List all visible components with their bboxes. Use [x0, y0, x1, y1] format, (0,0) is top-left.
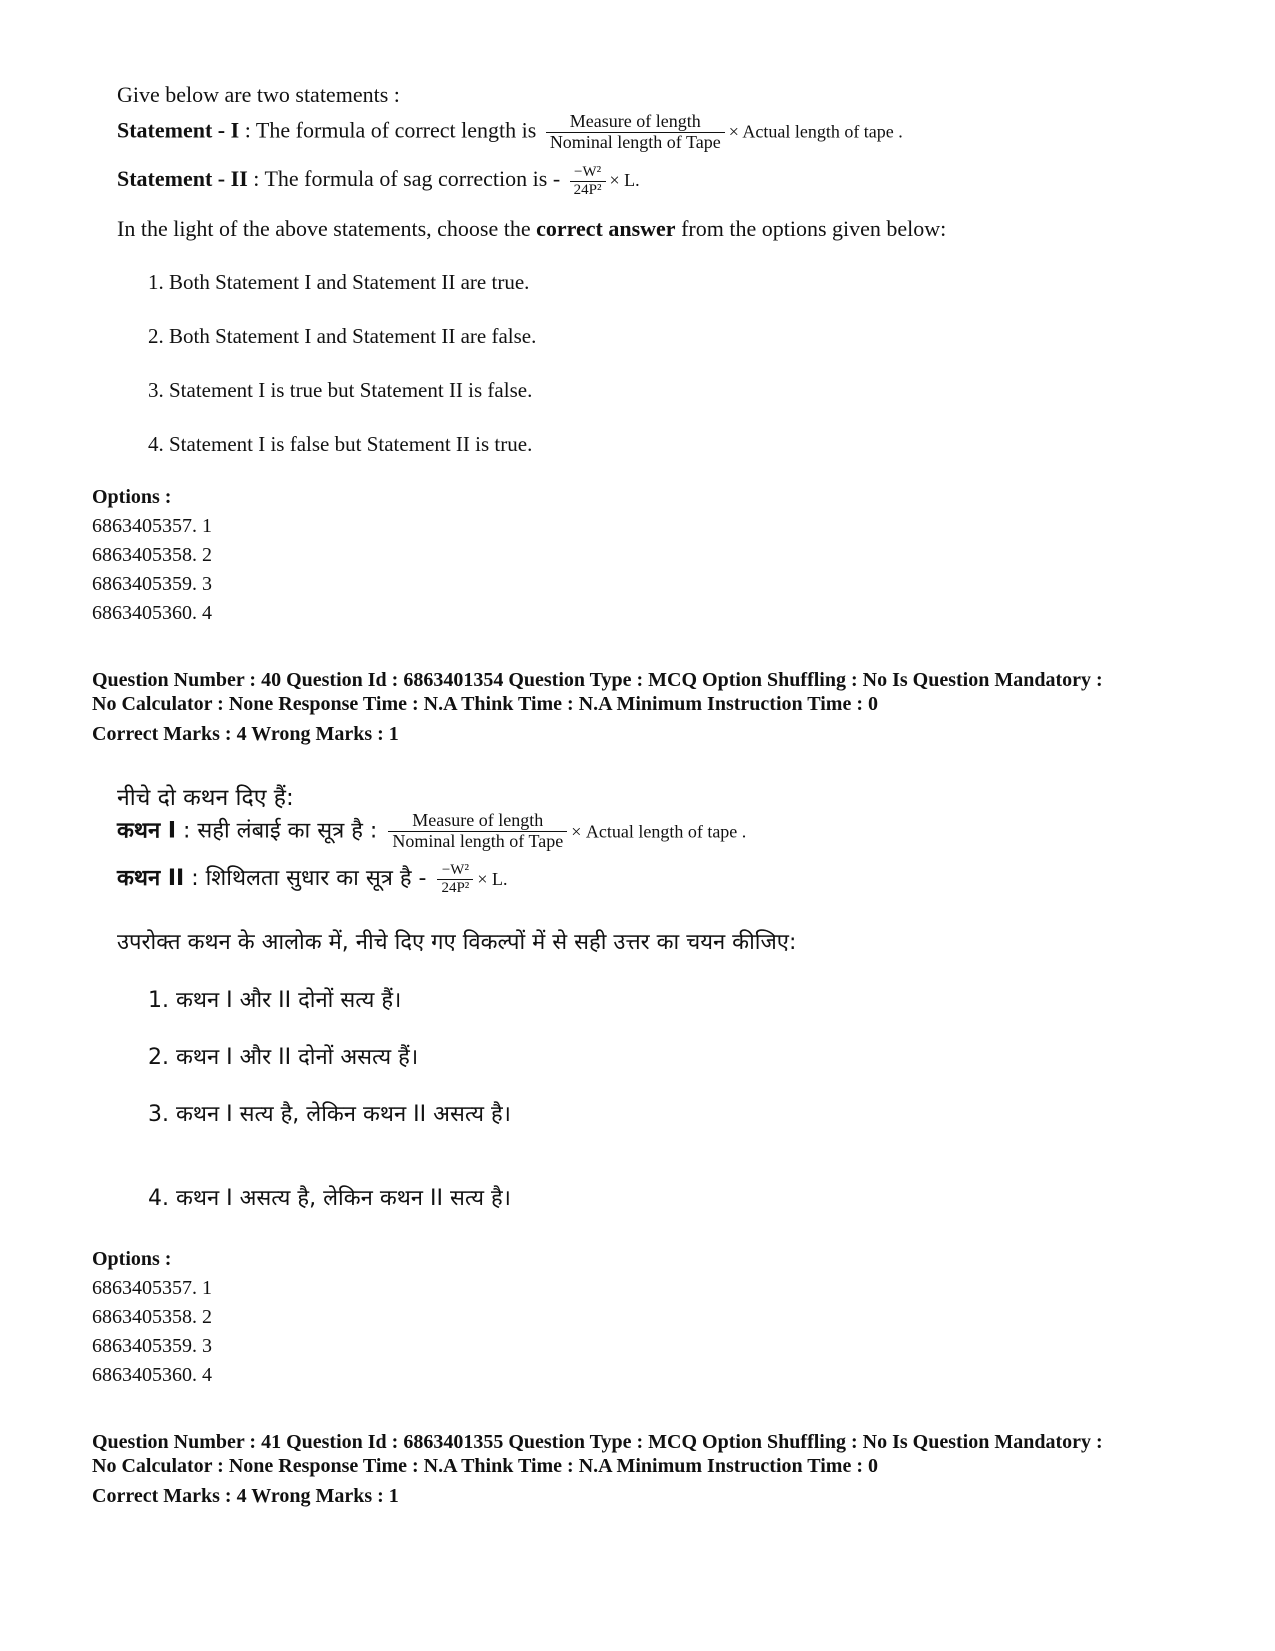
- sag-correction-fraction: [570, 164, 606, 198]
- question-intro-hindi: नीचे दो कथन दिए हैं:: [117, 785, 294, 811]
- options-label: Options :: [92, 486, 172, 508]
- option-id: 6863405360. 4: [92, 1364, 212, 1386]
- fraction-numerator: Measure of length: [412, 810, 544, 830]
- choice-item: 2. Both Statement I and Statement II are false.: [148, 324, 537, 348]
- fraction-denominator: Nominal length of Tape: [388, 831, 567, 852]
- option-id: 6863405357. 1: [92, 515, 212, 537]
- fraction-denominator: 24P²: [437, 879, 473, 897]
- fraction-tail: × Actual length of tape .: [571, 821, 747, 842]
- choice-item: 3. कथन I सत्य है, लेकिन कथन II असत्य है।: [148, 1102, 511, 1127]
- options-label: Options :: [92, 1248, 172, 1270]
- statement-2-label: कथन II: [117, 866, 185, 891]
- choice-item: 3. Statement I is true but Statement II is false.: [148, 378, 533, 402]
- statement-1-text: : सही लंबाई का सूत्र है :: [176, 818, 378, 844]
- statement-1-text: : The formula of correct length is: [239, 117, 537, 143]
- instruction-pre: In the light of the above statements, choose the: [117, 216, 537, 241]
- choice-item: 4. कथन I असत्य है, लेकिन कथन II सत्य है।: [148, 1186, 511, 1211]
- statement-1: [117, 112, 903, 153]
- option-id: 6863405358. 2: [92, 1306, 212, 1328]
- question-marks: Correct Marks : 4 Wrong Marks : 1: [92, 723, 399, 745]
- fraction-numerator: −W²: [574, 164, 602, 180]
- choice-item: 2. कथन I और II दोनों असत्य हैं।: [148, 1045, 419, 1070]
- correct-length-fraction: [388, 811, 567, 852]
- statement-1-label: कथन I: [117, 818, 177, 844]
- option-id: 6863405359. 3: [92, 1335, 212, 1357]
- fraction-tail: × L.: [609, 170, 640, 191]
- statement-2: [117, 164, 640, 198]
- choice-item: 1. कथन I और II दोनों सत्य हैं।: [148, 988, 402, 1013]
- option-id: 6863405360. 4: [92, 602, 212, 624]
- statement-2-text: : The formula of sag correction is -: [247, 166, 561, 192]
- fraction-tail: × L.: [477, 869, 508, 889]
- correct-length-fraction: [546, 112, 725, 153]
- fraction-tail: × Actual length of tape .: [728, 121, 903, 142]
- statement-2-label: Statement - II: [117, 166, 248, 192]
- instruction-line: [117, 216, 946, 242]
- question-intro: Give below are two statements :: [117, 82, 400, 107]
- statement-2-text: : शिथिलता सुधार का सूत्र है -: [184, 866, 427, 891]
- question-meta-line1: Question Number : 40 Question Id : 6863401354 Question Type : MCQ Option Shuffling : No Is Question Mandatory :: [92, 669, 1103, 691]
- question-marks: Correct Marks : 4 Wrong Marks : 1: [92, 1485, 399, 1507]
- instruction-line-hindi: उपरोक्त कथन के आलोक में, नीचे दिए गए विकल्पों में से सही उत्तर का चयन कीजिए:: [117, 930, 797, 955]
- question-meta-line2: No Calculator : None Response Time : N.A Think Time : N.A Minimum Instruction Time : 0: [92, 693, 878, 715]
- option-id: 6863405357. 1: [92, 1277, 212, 1299]
- sag-correction-fraction: [437, 862, 473, 896]
- fraction-numerator: −W²: [441, 862, 469, 878]
- option-id: 6863405358. 2: [92, 544, 212, 566]
- fraction-denominator: Nominal length of Tape: [546, 132, 725, 153]
- instruction-bold: correct answer: [536, 216, 676, 241]
- fraction-numerator: Measure of length: [569, 111, 701, 131]
- question-meta-line2: No Calculator : None Response Time : N.A Think Time : N.A Minimum Instruction Time : 0: [92, 1455, 878, 1477]
- choice-item: 4. Statement I is false but Statement II is true.: [148, 432, 533, 456]
- instruction-post: from the options given below:: [675, 216, 947, 241]
- fraction-denominator: 24P²: [570, 181, 606, 199]
- option-id: 6863405359. 3: [92, 573, 212, 595]
- question-meta-line1: Question Number : 41 Question Id : 6863401355 Question Type : MCQ Option Shuffling : No Is Question Mandatory :: [92, 1431, 1103, 1453]
- statement-2-hindi: [117, 862, 507, 896]
- statement-1-label: Statement - I: [117, 117, 240, 143]
- choice-item: 1. Both Statement I and Statement II are true.: [148, 270, 530, 294]
- statement-1-hindi: [117, 811, 746, 852]
